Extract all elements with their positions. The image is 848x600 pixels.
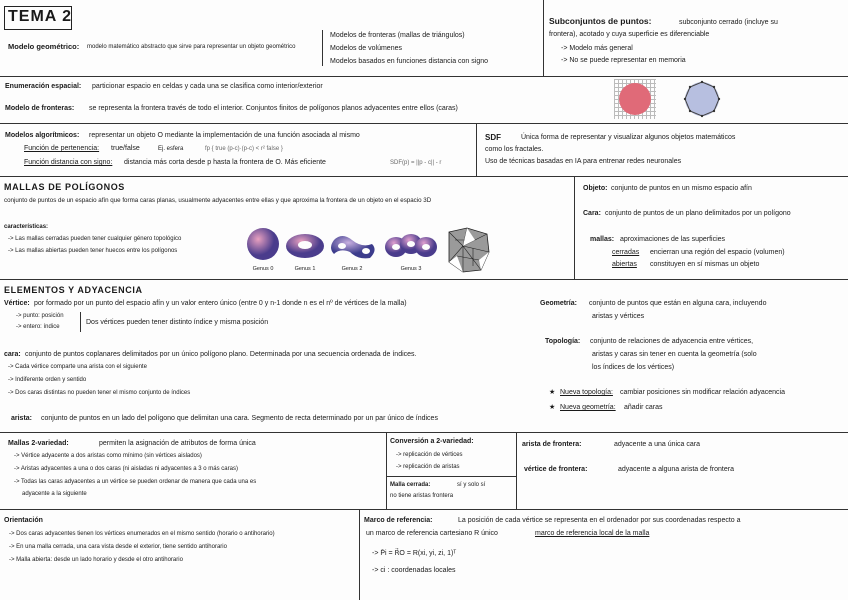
geometria-label: Geometría:: [540, 300, 577, 307]
geometria-text2: aristas y vértices: [592, 313, 645, 320]
sdf-text1: Única forma de representar y visualizar algunos objetos matemáticos: [521, 134, 736, 141]
model-type-2: Modelos de volúmenes: [330, 45, 402, 52]
orientacion-bullet-3: -> Malla abierta: desde un lado horario y desde el otro antihorario: [9, 557, 183, 563]
variedad-bullet-2: -> Aristas adyacentes a una o dos caras (ni aisladas ni adyacentes a 3 o más caras): [14, 466, 238, 472]
variedad-text: permiten la asignación de atributos de forma única: [99, 440, 256, 447]
caracteristica-2: -> Las mallas abiertas pueden tener huecos entre los polígonos: [8, 248, 178, 254]
enumeracion-label: Enumeración espacial:: [5, 83, 82, 90]
mallas-def-label: mallas:: [590, 236, 615, 243]
brace: [322, 30, 326, 66]
subconjuntos-label: Subconjuntos de puntos:: [549, 16, 652, 26]
fronteras-label: Modelo de fronteras:: [5, 105, 75, 112]
vertice-frontera-text: adyacente a alguna arista de frontera: [618, 466, 734, 473]
genus-0-image: [245, 226, 281, 262]
funcion-pertenencia-text: true/false: [111, 145, 140, 152]
genus-0-label: Genus 0: [252, 266, 274, 272]
genus-3-image: [384, 232, 438, 262]
variedad-bullet-3: -> Todas las caras adyacentes a un vértice se pueden ordenar de manera que cada una es: [14, 479, 257, 485]
referencia-formula: -> P̄i = R⃗O = R(xi, yi, zi, 1)ᵀ: [372, 550, 457, 557]
subconjuntos-text2: frontera), acotado y cuya superficie es diferenciable: [549, 31, 710, 38]
caracteristica-1: -> Las mallas cerradas pueden tener cualquier género topológico: [8, 236, 182, 242]
mallas-cerradas-label: cerradas: [612, 249, 640, 256]
nueva-geometria-text: añadir caras: [624, 404, 663, 411]
mallas-cerradas-text: encierran una región del espacio (volumen): [650, 249, 785, 256]
piecewise-function: fp { true (p-c)·(p-c) < r² false }: [205, 146, 283, 152]
model-type-3: Modelos basados en funciones distancia con signo: [330, 58, 488, 65]
funcion-pertenencia-extra: Ej. esfera: [158, 146, 184, 152]
enumeracion-text: particionar espacio en celdas y cada una se clasifica como interior/exterior: [92, 83, 323, 90]
sdf-text3: Uso de técnicas basadas en IA para entrenar redes neuronales: [485, 158, 682, 165]
vertice-label: Vértice:: [4, 300, 30, 307]
topologia-text3: los índices de los vértices): [592, 364, 675, 371]
variedad-label: Mallas 2-variedad:: [8, 440, 69, 447]
arista-label: arista:: [11, 415, 33, 422]
cerrada-text2: no tiene aristas frontera: [390, 493, 454, 499]
star-icon: ★: [549, 389, 556, 396]
orientacion-label: Orientación: [4, 517, 43, 524]
caracteristicas-label: características:: [4, 224, 49, 230]
mallas-text: conjunto de puntos de un espacio afín que forma caras planas, usualmente adyacentes entre ellas y que aproxima la frontera de un objeto en el espacio 3D: [4, 197, 432, 204]
arista-frontera-label: arista de frontera:: [522, 441, 582, 448]
conversion-bullet-1: -> replicación de vértices: [396, 452, 463, 458]
cerrada-text1: sí y solo sí: [457, 482, 486, 488]
cara-bullet-1: -> Cada vértice comparte una arista con el siguiente: [8, 364, 147, 370]
conversion-label: Conversión a 2-variedad:: [390, 438, 474, 445]
funcion-distancia-text: distancia más corta desde p hasta la frontera de O. Más eficiente: [124, 159, 326, 166]
model-type-1: Modelos de fronteras (mallas de triángulos): [330, 32, 465, 39]
arista-text: conjunto de puntos en un lado del polígono que delimitan una cara. Segmento de recta determinado por un par único de índices: [41, 415, 438, 422]
topologia-label: Topología:: [545, 338, 581, 345]
genus-2-label: Genus 2: [341, 266, 363, 272]
wireframe-mesh-image: [445, 226, 491, 274]
genus-1-image: [284, 232, 326, 260]
elementos-heading: ELEMENTOS Y ADYACENCIA: [4, 285, 143, 295]
voxel-circle-image: [614, 79, 656, 119]
orientacion-bullet-2: -> En una malla cerrada, una cara vista desde el exterior, tiene sentido antihorario: [9, 544, 227, 550]
nueva-topologia-label: Nueva topología:: [560, 389, 613, 396]
genus-2-image: [328, 230, 378, 262]
objeto-label: Objeto:: [583, 185, 608, 192]
genus-1-label: Genus 1: [294, 266, 316, 272]
geometria-text1: conjunto de puntos que están en alguna cara, incluyendo: [589, 300, 767, 307]
vertice-frontera-label: vértice de frontera:: [524, 466, 588, 473]
polygon-circle-image: [682, 79, 722, 119]
sdf-formula: SDF(p) = ||p - c|| - r: [390, 160, 442, 166]
cara-label: cara:: [4, 351, 21, 358]
variedad-bullet-1: -> Vértice adyacente a dos aristas como mínimo (sin vértices aislados): [14, 453, 202, 459]
cara-text: conjunto de puntos coplanares delimitados por un único polígono plano. Determinada por una secuencia ordenada de índices.: [25, 351, 417, 358]
cara-def-label: Cara:: [583, 210, 601, 217]
nueva-topologia-text: cambiar posiciones sin modificar relación adyacencia: [620, 389, 785, 396]
referencia-text1: La posición de cada vértice se representa en el ordenador por sus coordenadas respecto a: [458, 517, 741, 524]
referencia-text3: marco de referencia local de la malla: [535, 530, 650, 537]
mallas-heading: MALLAS DE POLÍGONOS: [4, 182, 125, 192]
sdf-label: SDF: [485, 133, 501, 142]
cara-bullet-2: -> Indiferente orden y sentido: [8, 377, 87, 383]
nueva-geometria-label: Nueva geometría:: [560, 404, 616, 411]
cara-def-text: conjunto de puntos de un plano delimitados por un polígono: [605, 210, 791, 217]
cerrada-label: Malla cerrada:: [390, 482, 431, 488]
arista-frontera-text: adyacente a una única cara: [614, 441, 701, 448]
page-title: TEMA 2: [8, 8, 73, 25]
vertice-mismo: Dos vértices pueden tener distinto índice y misma posición: [86, 319, 269, 326]
orientacion-bullet-1: -> Dos caras adyacentes tienen los vértices enumerados en el mismo sentido (horario o antihorario): [9, 531, 275, 537]
funcion-pertenencia-label: Función de pertenencia:: [24, 145, 100, 152]
referencia-label: Marco de referencia:: [364, 517, 433, 524]
subconjuntos-bullet-2: -> No se puede representar en memoria: [561, 57, 686, 64]
conversion-bullet-2: -> replicación de aristas: [396, 464, 460, 470]
topologia-text2: aristas y caras sin tener en cuenta la geometría (solo: [592, 351, 757, 358]
referencia-coords: -> ci : coordenadas locales: [372, 567, 456, 574]
sdf-text2: como los fractales.: [485, 146, 544, 153]
star-icon: ★: [549, 404, 556, 411]
mallas-abiertas-label: abiertas: [612, 261, 637, 268]
subconjuntos-text1: subconjunto cerrado (incluye su: [679, 19, 778, 26]
vertice-brace: [77, 312, 81, 332]
mallas-def-text: aproximaciones de las superficies: [620, 236, 726, 243]
topologia-text1: conjunto de relaciones de adyacencia entre vértices,: [590, 338, 754, 345]
subconjuntos-bullet-1: -> Modelo más general: [561, 45, 633, 52]
variedad-bullet-4: adyacente a la siguiente: [22, 491, 87, 497]
vertice-punto: -> punto: posición: [16, 313, 64, 319]
fronteras-text: se representa la frontera través de todo el interior. Conjuntos finitos de polígonos planos adyacentes entre ellos (caras): [89, 105, 458, 112]
algoritmicos-text: representar un objeto O mediante la implementación de una función asociada al mismo: [89, 132, 360, 139]
modelo-geometrico-label: Modelo geométrico:: [8, 42, 80, 51]
cara-bullet-3: -> Dos caras distintas no pueden tener el mismo conjunto de índices: [8, 390, 191, 396]
funcion-distancia-label: Función distancia con signo:: [24, 159, 113, 166]
modelo-geometrico-text: modelo matemático abstracto que sirve para representar un objeto geométrico: [87, 44, 296, 50]
genus-3-label: Genus 3: [400, 266, 422, 272]
referencia-text2: un marco de referencia cartesiano R único: [366, 530, 498, 537]
mallas-abiertas-text: constituyen en sí mismas un objeto: [650, 261, 760, 268]
objeto-text: conjunto de puntos en un mismo espacio afín: [611, 185, 752, 192]
vertice-entero: -> entero: índice: [16, 324, 60, 330]
algoritmicos-label: Modelos algorítmicos:: [5, 132, 80, 139]
vertice-text: por formado por un punto del espacio afín y un valor entero único (entre 0 y n-1 donde n es el nº de vértices de la malla): [34, 300, 407, 307]
